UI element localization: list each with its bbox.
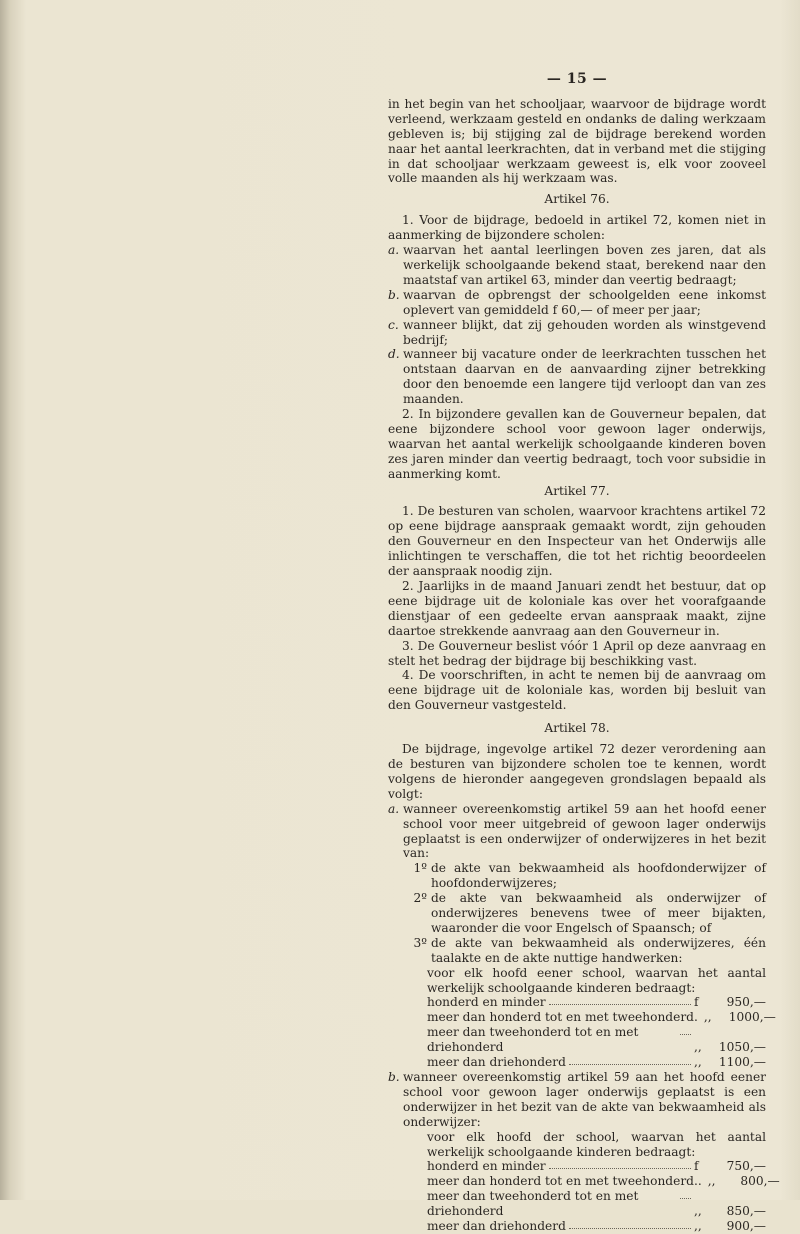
amount-table-b <box>427 1159 780 1234</box>
list-item <box>388 1070 766 1130</box>
sub-item-number: 1º <box>413 861 427 876</box>
dot-leader <box>680 1025 691 1035</box>
table-row <box>427 1174 780 1189</box>
row-label: meer dan driehonderd <box>427 1219 566 1234</box>
sub-item <box>403 936 766 966</box>
sub-item-text: de akte van bekwaamheid als onderwijzer of onderwijzeres benevens twee of meer bijakten, waaronder die voor Engelsch of Spaansch; of <box>431 891 766 935</box>
row-label: meer dan driehonderd <box>427 1055 566 1070</box>
list-item-text: waarvan het aantal leerlingen boven zes jaren, dat als werkelijk schoolgaande bekend staat, berekend naar den maatstaf van artikel 63, minder dan veertig bedraagt; <box>403 243 766 287</box>
row-label: meer dan tweehonderd tot en met driehonderd <box>427 1189 639 1219</box>
row-currency: f <box>694 1159 699 1174</box>
list-item <box>388 347 766 407</box>
table-row <box>427 1025 766 1055</box>
list-item-text: waarvan de opbrengst der schoolgelden eene inkomst oplevert van gemiddeld f 60,— of meer per jaar; <box>403 287 766 317</box>
row-amount: 800,— <box>740 1174 780 1189</box>
dot-leader <box>680 1189 691 1199</box>
article-77-heading: Artikel 77. <box>544 483 610 498</box>
row-amount: 850,— <box>726 1204 766 1219</box>
row-currency: ,, <box>694 1204 702 1219</box>
list-item-text: wanneer blijkt, dat zij gehouden worden als winstgevend bedrijf; <box>403 317 766 347</box>
row-amount: 950,— <box>726 995 766 1010</box>
list-item-label: d. <box>388 347 400 362</box>
dot-leader <box>569 1055 691 1065</box>
table-row <box>427 1159 766 1174</box>
table-row <box>427 1189 766 1219</box>
list-item-text: wanneer overeenkomstig artikel 59 aan het hoofd eener school voor meer uitgebreid of gewoon lager onderwijs geplaatst is een onderwijzer of onderwijzeres in het bezit van: <box>403 801 766 861</box>
row-label: honderd en minder <box>427 1159 546 1174</box>
row-label: meer dan honderd tot en met tweehonderd.. <box>427 1174 702 1189</box>
table-lead-b: voor elk hoofd der school, waarvan het aantal werkelijk schoolgaande kinderen bedraagt: <box>427 1129 766 1159</box>
list-item <box>388 318 766 348</box>
article-78-heading: Artikel 78. <box>544 721 610 736</box>
article-76-para-2: 2. In bijzondere gevallen kan de Gouverneur bepalen, dat eene bijzondere school voor gewoon lager onderwijs, waarvan het aantal werkelijk schoolgaande kinderen boven zes jaren minder dan veertig bedraagt, toch voor subsidie in aanmerking komt. <box>388 407 766 481</box>
intro-paragraph: in het begin van het schooljaar, waarvoor de bijdrage wordt verleend, werkzaam gesteld en ondanks de daling werkzaam gebleven is; bij stijging zal de bijdrage berekend worden naar het aantal leerkrachten, dat in verband met die stijging in dat schooljaar werkzaam geweest is, elk voor zooveel volle maanden als hij werkzaam was. <box>388 96 766 186</box>
row-currency: ,, <box>694 1040 702 1055</box>
text-column <box>388 71 780 1234</box>
list-item-label: a. <box>388 243 400 258</box>
amount-table-a <box>427 995 776 1070</box>
list-item <box>388 288 766 318</box>
dot-leader <box>549 1159 691 1169</box>
sub-item <box>403 891 766 936</box>
sub-item-number: 3º <box>413 935 427 950</box>
table-lead-a: voor elk hoofd eener school, waarvan het aantal werkelijk schoolgaande kinderen bedraagt: <box>427 965 766 995</box>
article-78-intro: De bijdrage, ingevolge artikel 72 dezer verordening aan de besturen van bijzondere scholen toe te kennen, wordt volgens de hieronder aangegeven grondslagen bepaald als volgt: <box>388 742 766 801</box>
sub-item-number: 2º <box>413 891 427 906</box>
table-row <box>427 1010 776 1025</box>
row-label: meer dan honderd tot en met tweehonderd. <box>427 1010 698 1025</box>
dot-leader <box>549 995 691 1005</box>
article-77-para-3: 3. De Gouverneur beslist vóór 1 April op deze aanvraag en stelt het bedrag der bijdrage bij beschikking vast. <box>388 638 766 668</box>
article-77-para-2: 2. Jaarlijks in de maand Januari zendt het bestuur, dat op eene bijdrage uit de koloniale kas over het voorafgaande dienstjaar of een gedeelte ervan aanspraak maakt, zijne daartoe strekkende aanvraag aan den Gouverneur in. <box>388 579 766 638</box>
row-amount: 1050,— <box>718 1040 766 1055</box>
list-item-text: wanneer bij vacature onder de leerkrachten tusschen het ontstaan daarvan en de aanvaarding zijner betrekking door den benoemde een langere tijd verloopt dan van zes maanden. <box>403 347 766 407</box>
list-item-label: a. <box>388 801 400 816</box>
list-item-label: b. <box>388 287 400 302</box>
list-item <box>388 802 766 862</box>
list-item-text: wanneer overeenkomstig artikel 59 aan het hoofd eener school voor gewoon lager onderwijs geplaatst is een onderwijzer in het bezit van de akte van bekwaamheid als onderwijzer: <box>403 1070 766 1129</box>
row-amount: 1000,— <box>728 1010 776 1025</box>
table-row <box>427 1219 766 1234</box>
page-number: — 15 — <box>546 71 608 87</box>
sub-item-text: de akte van bekwaamheid als hoofdonderwijzer of hoofdonderwijzeres; <box>431 861 766 891</box>
row-currency: ,, <box>707 1174 716 1189</box>
article-76-heading: Artikel 76. <box>544 192 610 207</box>
list-item-label: c. <box>388 317 399 332</box>
row-amount: 900,— <box>726 1219 766 1234</box>
table-row <box>427 1055 766 1070</box>
dot-leader <box>569 1219 691 1229</box>
row-label: meer dan tweehonderd tot en met driehonderd <box>427 1025 639 1055</box>
table-row <box>427 995 766 1010</box>
sub-item-text: de akte van bekwaamheid als onderwijzeres, één taalakte en de akte nuttige handwerken: <box>431 935 766 965</box>
row-amount: 1100,— <box>718 1055 766 1070</box>
row-currency: ,, <box>694 1055 702 1070</box>
article-77-para-1: 1. De besturen van scholen, waarvoor krachtens artikel 72 op eene bijdrage aanspraak gemaakt wordt, zijn gehouden den Gouverneur en den Inspecteur van het Onderwijs alle inlichtingen te verschaffen, die tot het richtig beoordeelen der aanspraak noodig zijn. <box>388 504 766 579</box>
sub-item <box>403 861 766 891</box>
list-item-label: b. <box>388 1070 400 1084</box>
row-currency: f <box>694 995 699 1010</box>
row-label: honderd en minder <box>427 995 546 1010</box>
list-item <box>388 243 766 288</box>
row-currency: ,, <box>694 1219 702 1234</box>
row-currency: ,, <box>703 1010 712 1025</box>
article-77-para-4: 4. De voorschriften, in acht te nemen bij de aanvraag om eene bijdrage uit de koloniale kas, worden bij besluit van den Gouverneur vastgesteld. <box>388 668 766 713</box>
article-76-para-1: 1. Voor de bijdrage, bedoeld in artikel 72, komen niet in aanmerking de bijzondere scholen: <box>388 213 766 243</box>
row-amount: 750,— <box>726 1159 766 1174</box>
